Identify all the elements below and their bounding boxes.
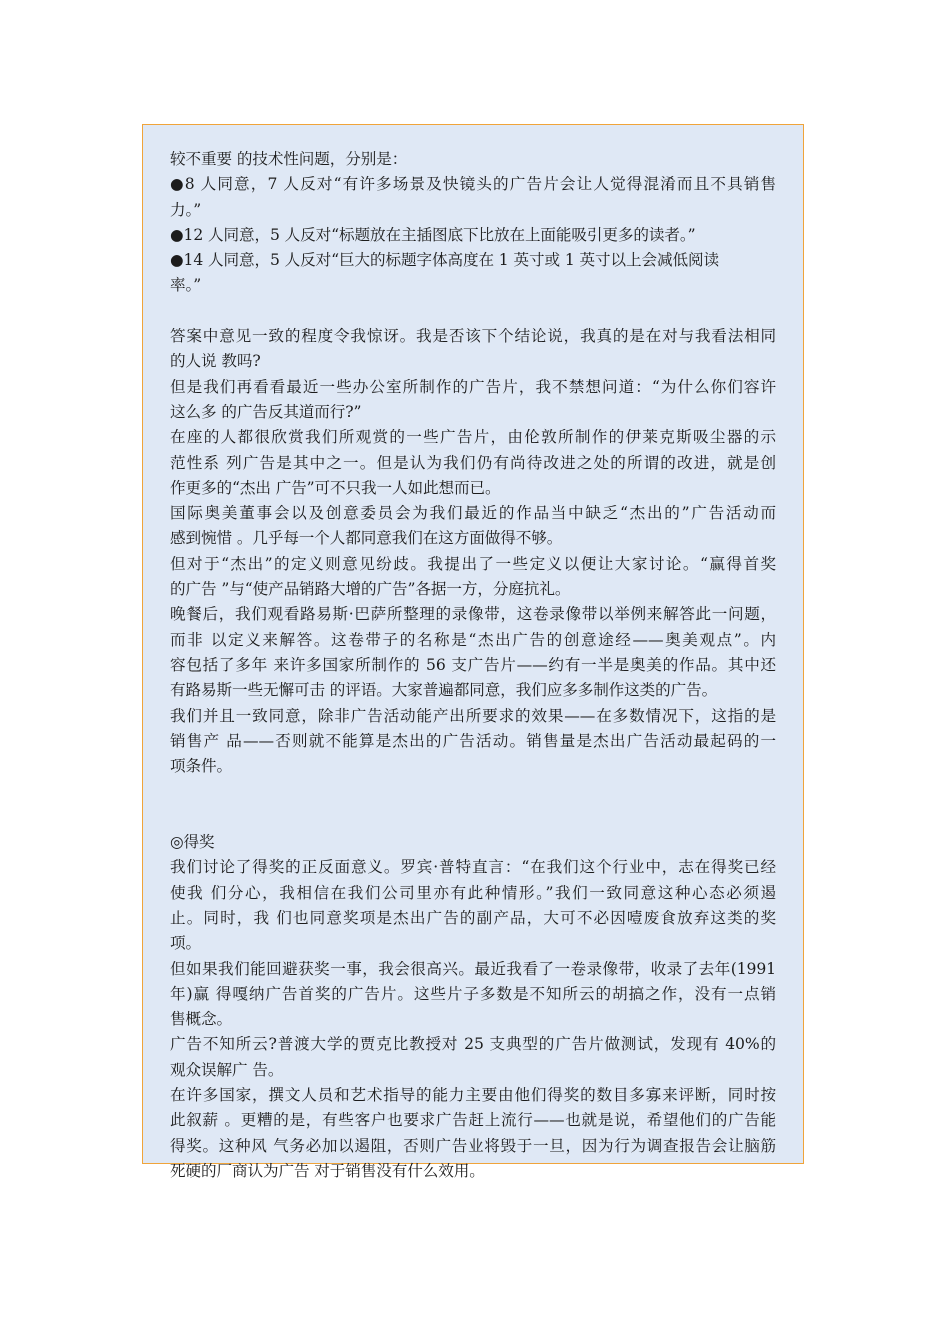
text-line: 销售产 品——否则就不能算是杰出的广告活动。销售量是杰出广告活动最起码的一 (170, 731, 776, 750)
text-line: 项条件。 (170, 757, 232, 776)
text-line: 国际奥美董事会以及创意委员会为我们最近的作品当中缺乏“杰出的”广告活动而 (170, 504, 776, 523)
text-line: 这么多 的广告反其道而行?” (170, 402, 362, 421)
text-line: 但是我们再看看最近一些办公室所制作的广告片，我不禁想问道：“为什么你们容许 (170, 377, 776, 396)
text-line: 而非 以定义来解答。这卷带子的名称是“杰出广告的创意途经——奥美观点”。内 (170, 630, 776, 649)
text-line: 我们讨论了得奖的正反面意义。罗宾·普特直言：“在我们这个行业中，志在得奖已经 (170, 858, 776, 877)
blank-line (170, 299, 776, 324)
text-line: 年)赢 得嘎纳广告首奖的广告片。这些片子多数是不知所云的胡搞之作，没有一点销 (170, 984, 776, 1003)
blank-line (170, 805, 776, 830)
text-line: 范性系 列广告是其中之一。但是认为我们仍有尚待改进之处的所谓的改进，就是创 (170, 453, 776, 472)
text-line: 死硬的厂商认为广告 对于销售没有什么效用。 (170, 1161, 485, 1180)
text-line: 力。” (170, 200, 202, 219)
text-line: ◎得奖 (170, 833, 215, 852)
text-line: 广告不知所云?普渡大学的贾克比教授对 25 支典型的广告片做测试，发现有 40%的 (170, 1035, 776, 1054)
text-box (142, 124, 804, 1180)
text-line: 但如果我们能回避获奖一事，我会很高兴。最近我看了一卷录像带，收录了去年(1991 (170, 959, 776, 978)
blank-line (170, 779, 776, 804)
text-line: 项。 (170, 934, 201, 953)
text-line: 容包括了多年 来许多国家所制作的 56 支广告片——约有一半是奥美的作品。其中还 (170, 655, 776, 674)
text-line: 得奖。这种风 气务必加以遏阻，否则广告业将毁于一旦，因为行为调查报告会让脑筋 (170, 1136, 776, 1155)
text-line: 的广告 ”与“使产品销路大增的广告”各据一方，分庭抗礼。 (170, 580, 571, 599)
text-line: ●12 人同意，5 人反对“标题放在主插图底下比放在上面能吸引更多的读者。” (170, 225, 696, 244)
text-line: 答案中意见一致的程度令我惊讶。我是否该下个结论说，我真的是在对与我看法相同 (170, 327, 776, 346)
text-line: 在座的人都很欣赏我们所观赏的一些广告片，由伦敦所制作的伊莱克斯吸尘器的示 (170, 428, 776, 447)
text-line: 此叙薪 。更糟的是，有些客户也要求广告赶上流行——也就是说，希望他们的广告能 (170, 1111, 776, 1130)
text-line: 较不重要 的技术性问题，分别是： (170, 150, 408, 168)
text-line: 我们并且一致同意，除非广告活动能产出所要求的效果——在多数情况下，这指的是 (170, 706, 776, 725)
text-line: 有路易斯一些无懈可击 的评语。大家普遍都同意，我们应多多制作这类的广告。 (170, 681, 718, 700)
text-line: 率。” (170, 276, 202, 295)
text-line: 晚餐后，我们观看路易斯·巴萨所整理的录像带，这卷录像带以举例来解答此一问题， (170, 605, 776, 624)
text-line: 观众误解广 告。 (170, 1060, 284, 1079)
text-line: 感到惋惜 。几乎每一个人都同意我们在这方面做得不够。 (170, 529, 563, 548)
text-line: ●8 人同意，7 人反对“有许多场景及快镜头的广告片会让人觉得混淆而且不具销售 (170, 175, 776, 194)
text-line: ●14 人同意，5 人反对“巨大的标题字体高度在 1 英寸或 1 英寸以上会减低阅读 (170, 251, 719, 270)
text-line: 售概念。 (170, 1010, 232, 1029)
text-line: 作更多的“杰出 广告”可不只我一人如此想而已。 (170, 478, 501, 497)
text-line: 的人说 教吗? (170, 352, 261, 371)
text-line: 在许多国家，撰文人员和艺术指导的能力主要由他们得奖的数目多寡来评断，同时按 (170, 1085, 776, 1104)
text-line: 但对于“杰出”的定义则意见纷歧。我提出了一些定义以便让大家讨论。“赢得首奖 (170, 554, 776, 573)
text-line: 止。同时，我 们也同意奖项是杰出广告的副产品，大可不必因噎废食放弃这类的奖 (170, 908, 776, 927)
text-line: 使我 们分心，我相信在我们公司里亦有此种情形。”我们一致同意这种心态必须遏 (170, 883, 776, 902)
